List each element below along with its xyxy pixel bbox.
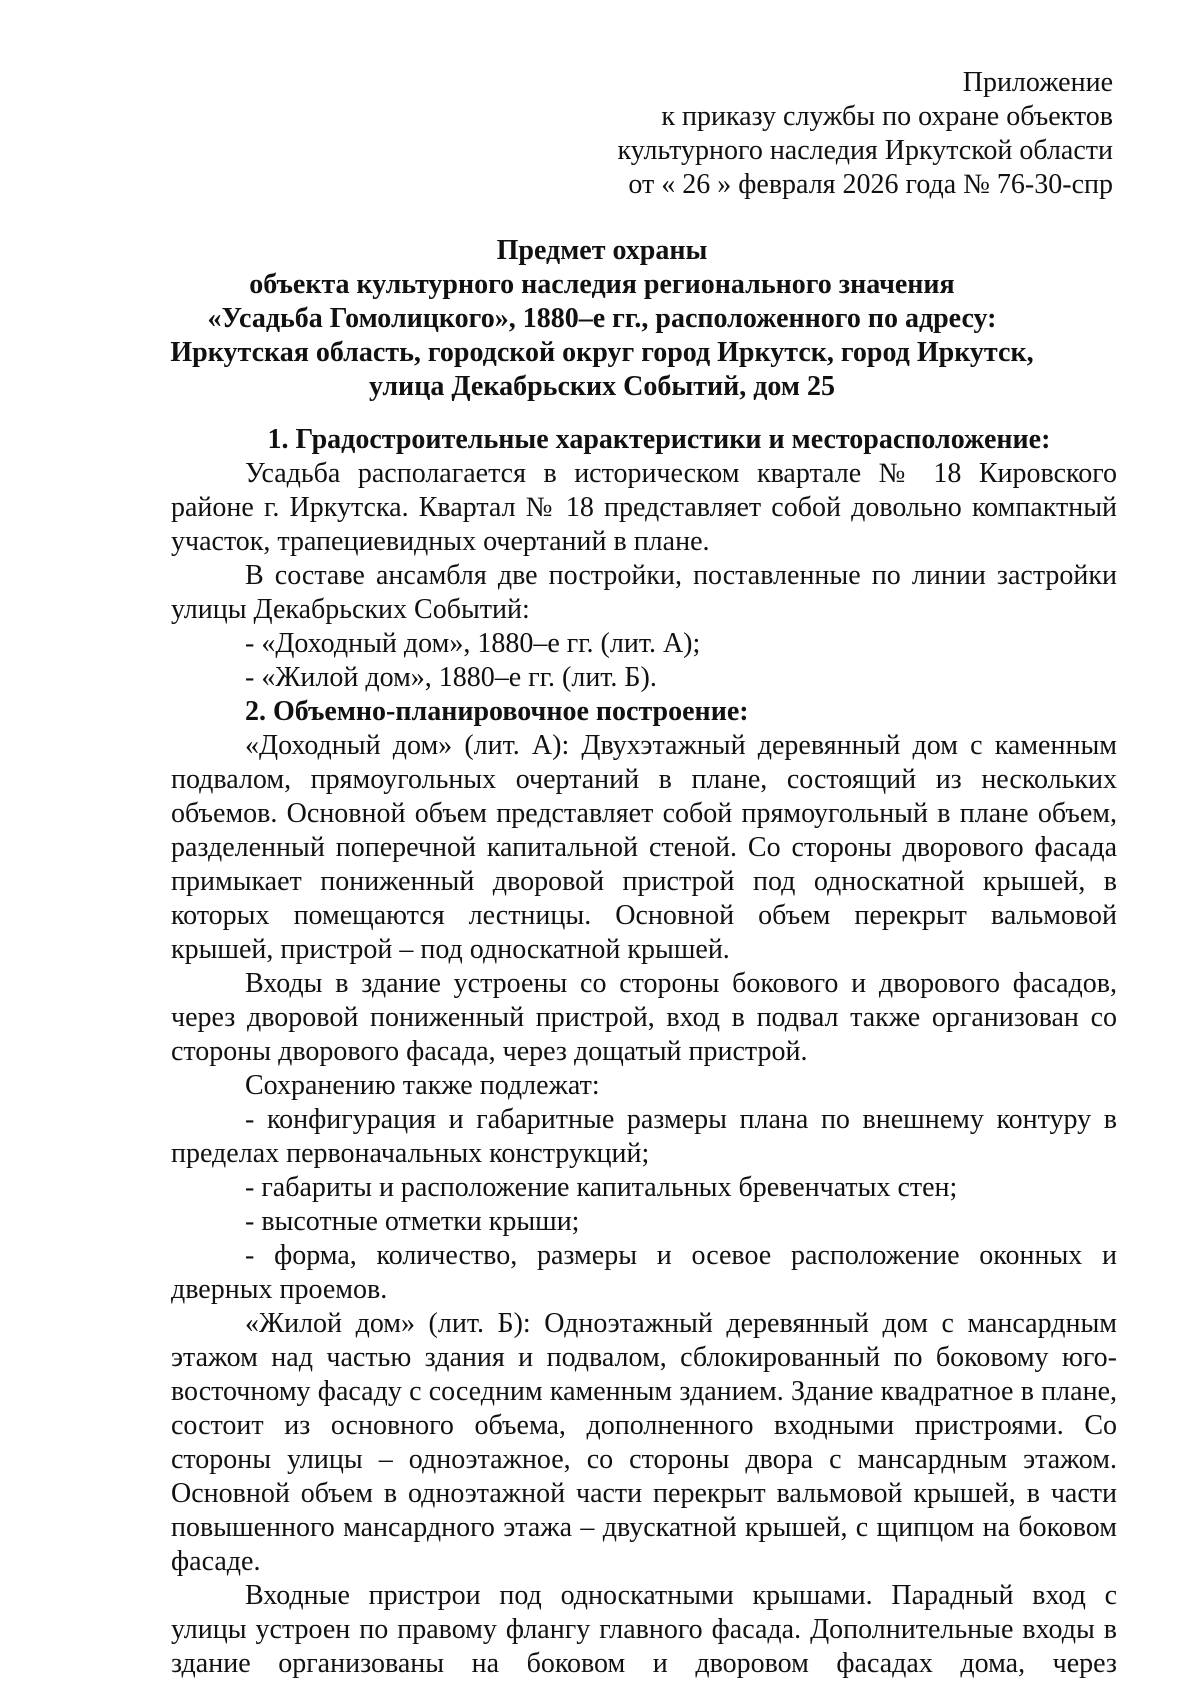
section-2-heading: 2. Объемно-планировочное построение: — [245, 696, 749, 727]
annex-line-4: от « 26 » февраля 2026 года № 76-30-спр — [628, 169, 1113, 200]
section-1-list-item-2: - «Жилой дом», 1880–е гг. (лит. Б). — [245, 662, 657, 693]
title-line-5: улица Декабрьских Событий, дом 25 — [369, 371, 835, 402]
section-1-heading: 1. Градостроительные характеристики и месторасположение: — [267, 424, 1051, 455]
section-1-paragraph-1: Усадьба располагается в историческом квартале № 18 Кировского районе г. Иркутска. Квартал № 18 представляет собой довольно компактный участок, трапециевидных очертаний в плане. — [171, 458, 1117, 557]
section-2-paragraph-2: Входы в здание устроены со стороны бокового и дворового фасадов, через дворовой пониженный пристрой, вход в подвал также организован со стороны дворового фасада, через дощатый пристрой. — [171, 968, 1117, 1067]
title-line-2: объекта культурного наследия регионального значения — [249, 269, 955, 300]
section-2-paragraph-4: «Жилой дом» (лит. Б): Одноэтажный деревянный дом с мансардным этажом над частью здания и подвалом, сблокированный по боковому юго-восточному фасаду с соседним каменным зданием. Здание квадратное в плане, состоит из основного объема, дополненного входными пристроями. Со стороны улицы – одноэтажное, со стороны двора с мансардным этажом. Основной объем в одноэтажной части перекрыт вальмовой крышей, в части повышенного мансардного этажа – двускатной крышей, с щипцом на боковом фасаде. — [171, 1308, 1117, 1577]
section-1-paragraph-2: В составе ансамбля две постройки, поставленные по линии застройки улицы Декабрьских Событий: — [171, 560, 1117, 625]
section-2-paragraph-3: Сохранению также подлежат: — [245, 1070, 600, 1101]
section-2-paragraph-1: «Доходный дом» (лит. А): Двухэтажный деревянный дом с каменным подвалом, прямоугольных очертаний в плане, состоящий из нескольких объемов. Основной объем представляет собой прямоугольный в плане объем, разделенный поперечной капитальной стеной. Со стороны дворового фасада примыкает пониженный дворовой пристрой под односкатной крышей, в которых помещаются лестницы. Основной объем перекрыт вальмовой крышей, пристрой – под односкатной крышей. — [171, 730, 1117, 965]
section-1-list-item-1: - «Доходный дом», 1880–е гг. (лит. А); — [245, 628, 701, 659]
title-line-4: Иркутская область, городской округ город Иркутск, город Иркутск, — [170, 337, 1034, 368]
document-body — [171, 423, 1117, 1681]
annex-line-3: культурного наследия Иркутской области — [617, 135, 1113, 166]
section-2-paragraph-5: Входные пристрои под односкатными крышами. Парадный вход с улицы устроен по правому флангу главного фасада. Дополнительные входы в здание организованы на боковом и дворовом фасадах дома, через — [171, 1580, 1117, 1679]
section-2-list-item-1: - конфигурация и габаритные размеры плана по внешнему контуру в пределах первоначальных конструкций; — [171, 1104, 1117, 1169]
section-2-list-item-3: - высотные отметки крыши; — [245, 1206, 580, 1237]
annex-line-1: Приложение — [962, 67, 1113, 98]
annex-header — [618, 66, 1113, 202]
annex-line-2: к приказу службы по охране объектов — [661, 101, 1113, 132]
section-2-list-item-2: - габариты и расположение капитальных бревенчатых стен; — [245, 1172, 958, 1203]
document-title — [150, 234, 1054, 404]
title-line-3: «Усадьба Гомолицкого», 1880–е гг., расположенного по адресу: — [207, 303, 997, 334]
title-line-1: Предмет охраны — [496, 235, 708, 266]
section-2-list-item-4: - форма, количество, размеры и осевое расположение оконных и дверных проемов. — [171, 1240, 1117, 1305]
